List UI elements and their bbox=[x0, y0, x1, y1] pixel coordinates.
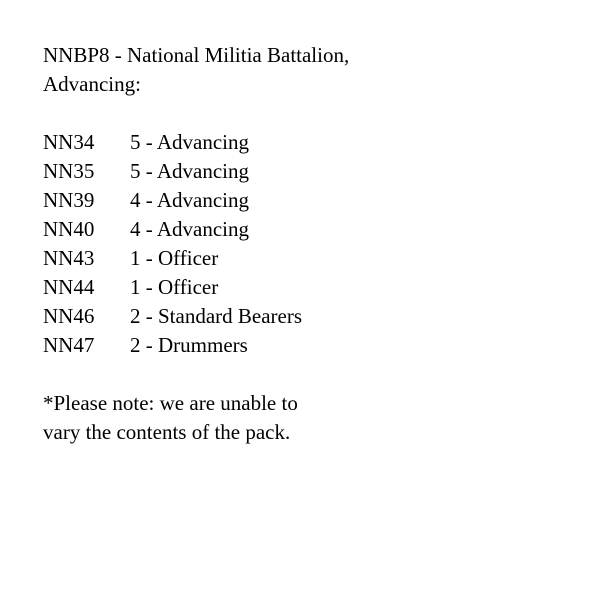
item-code: NN44 bbox=[43, 275, 95, 299]
pack-note-line-1: *Please note: we are unable to bbox=[43, 391, 298, 415]
pack-description bbox=[43, 41, 583, 447]
pack-title-line-1: NNBP8 - National Militia Battalion, bbox=[43, 43, 350, 67]
pack-title-line-2: Advancing: bbox=[43, 72, 141, 96]
item-description: 2 - Standard Bearers bbox=[130, 304, 303, 328]
item-description: 5 - Advancing bbox=[130, 159, 249, 183]
list-item bbox=[43, 186, 583, 215]
list-item bbox=[43, 331, 583, 360]
item-description: 2 - Drummers bbox=[130, 333, 248, 357]
pack-title bbox=[43, 41, 583, 99]
list-item bbox=[43, 215, 583, 244]
item-code: NN39 bbox=[43, 188, 95, 212]
item-code: NN46 bbox=[43, 304, 95, 328]
item-description: 1 - Officer bbox=[130, 275, 219, 299]
item-description: 4 - Advancing bbox=[130, 217, 249, 241]
item-description: 5 - Advancing bbox=[130, 130, 249, 154]
list-item bbox=[43, 128, 583, 157]
list-item bbox=[43, 244, 583, 273]
item-code: NN35 bbox=[43, 159, 95, 183]
item-code: NN47 bbox=[43, 333, 95, 357]
item-code: NN34 bbox=[43, 130, 95, 154]
item-code: NN40 bbox=[43, 217, 95, 241]
pack-note bbox=[43, 389, 583, 447]
pack-note-line-2: vary the contents of the pack. bbox=[43, 420, 291, 444]
pack-contents-list bbox=[43, 128, 583, 360]
list-item bbox=[43, 157, 583, 186]
list-item bbox=[43, 273, 583, 302]
item-description: 4 - Advancing bbox=[130, 188, 249, 212]
item-description: 1 - Officer bbox=[130, 246, 219, 270]
item-code: NN43 bbox=[43, 246, 95, 270]
list-item bbox=[43, 302, 583, 331]
